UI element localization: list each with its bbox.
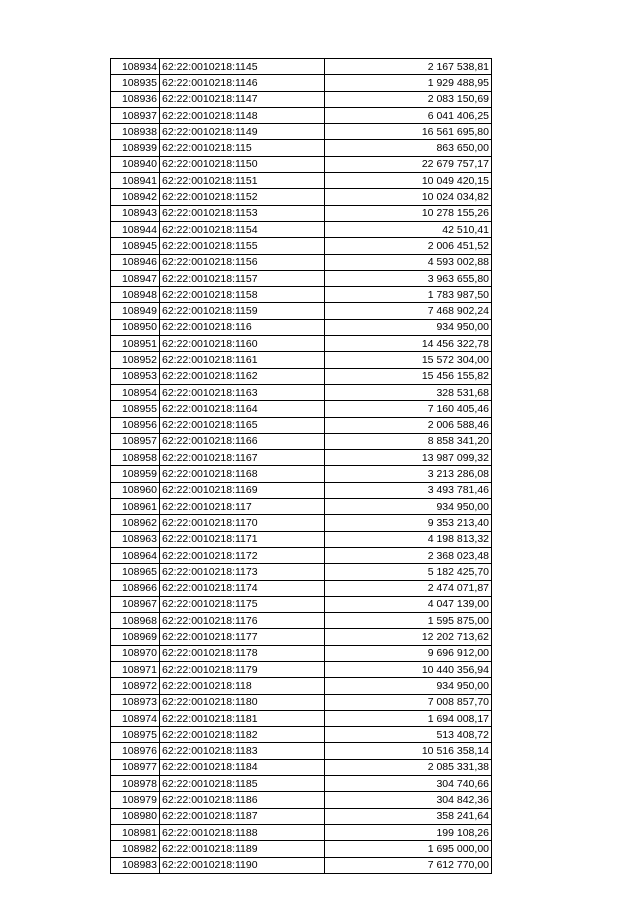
- cadastral-value-cell: 15 456 155,82: [325, 368, 492, 384]
- row-id-cell: 108972: [111, 678, 160, 694]
- cadastral-number-cell: 62:22:0010218:1162: [160, 368, 325, 384]
- row-id-cell: 108957: [111, 433, 160, 449]
- cadastral-value-cell: 863 650,00: [325, 140, 492, 156]
- row-id-cell: 108952: [111, 352, 160, 368]
- cadastral-value-cell: 14 456 322,78: [325, 336, 492, 352]
- cadastral-number-cell: 62:22:0010218:118: [160, 678, 325, 694]
- cadastral-number-cell: 62:22:0010218:1164: [160, 401, 325, 417]
- cadastral-value-cell: 2 167 538,81: [325, 59, 492, 75]
- row-id-cell: 108938: [111, 124, 160, 140]
- table-row: [111, 238, 492, 254]
- table-row: [111, 531, 492, 547]
- row-id-cell: 108934: [111, 59, 160, 75]
- row-id-cell: 108942: [111, 189, 160, 205]
- table-row: [111, 596, 492, 612]
- row-id-cell: 108960: [111, 482, 160, 498]
- table-row: [111, 450, 492, 466]
- table-row: [111, 433, 492, 449]
- cadastral-number-cell: 62:22:0010218:1171: [160, 531, 325, 547]
- cadastral-value-cell: 358 241,64: [325, 808, 492, 824]
- cadastral-value-cell: 7 160 405,46: [325, 401, 492, 417]
- row-id-cell: 108968: [111, 613, 160, 629]
- cadastral-number-cell: 62:22:0010218:1178: [160, 645, 325, 661]
- cadastral-value-cell: 199 108,26: [325, 824, 492, 840]
- row-id-cell: 108959: [111, 466, 160, 482]
- table-row: [111, 384, 492, 400]
- table-row: [111, 466, 492, 482]
- cadastral-value-cell: 1 694 008,17: [325, 710, 492, 726]
- table-row: [111, 515, 492, 531]
- cadastral-number-cell: 62:22:0010218:1183: [160, 743, 325, 759]
- cadastral-number-cell: 62:22:0010218:1155: [160, 238, 325, 254]
- row-id-cell: 108977: [111, 759, 160, 775]
- cadastral-number-cell: 62:22:0010218:1181: [160, 710, 325, 726]
- row-id-cell: 108970: [111, 645, 160, 661]
- row-id-cell: 108963: [111, 531, 160, 547]
- table-row: [111, 156, 492, 172]
- cadastral-value-cell: 9 353 213,40: [325, 515, 492, 531]
- row-id-cell: 108948: [111, 287, 160, 303]
- row-id-cell: 108969: [111, 629, 160, 645]
- row-id-cell: 108953: [111, 368, 160, 384]
- row-id-cell: 108983: [111, 857, 160, 873]
- table-row: [111, 368, 492, 384]
- table-row: [111, 613, 492, 629]
- row-id-cell: 108973: [111, 694, 160, 710]
- table-row: [111, 776, 492, 792]
- cadastral-number-cell: 62:22:0010218:1173: [160, 564, 325, 580]
- table-row: [111, 173, 492, 189]
- cadastral-number-cell: 62:22:0010218:1176: [160, 613, 325, 629]
- cadastral-number-cell: 62:22:0010218:1165: [160, 417, 325, 433]
- row-id-cell: 108975: [111, 727, 160, 743]
- row-id-cell: 108976: [111, 743, 160, 759]
- row-id-cell: 108939: [111, 140, 160, 156]
- table-row: [111, 547, 492, 563]
- row-id-cell: 108944: [111, 221, 160, 237]
- table-row: [111, 270, 492, 286]
- cadastral-value-cell: 10 516 358,14: [325, 743, 492, 759]
- row-id-cell: 108940: [111, 156, 160, 172]
- row-id-cell: 108979: [111, 792, 160, 808]
- cadastral-value-cell: 5 182 425,70: [325, 564, 492, 580]
- table-row: [111, 759, 492, 775]
- cadastral-value-cell: 3 493 781,46: [325, 482, 492, 498]
- table-row: [111, 564, 492, 580]
- table-row: [111, 417, 492, 433]
- cadastral-number-cell: 62:22:0010218:1150: [160, 156, 325, 172]
- cadastral-number-cell: 62:22:0010218:1147: [160, 91, 325, 107]
- cadastral-number-cell: 62:22:0010218:1180: [160, 694, 325, 710]
- cadastral-value-cell: 15 572 304,00: [325, 352, 492, 368]
- cadastral-value-cell: 1 595 875,00: [325, 613, 492, 629]
- cadastral-number-cell: 62:22:0010218:1156: [160, 254, 325, 270]
- table-row: [111, 189, 492, 205]
- row-id-cell: 108965: [111, 564, 160, 580]
- cadastral-number-cell: 62:22:0010218:1186: [160, 792, 325, 808]
- cadastral-number-cell: 62:22:0010218:1168: [160, 466, 325, 482]
- table-row: [111, 319, 492, 335]
- cadastral-value-cell: 9 696 912,00: [325, 645, 492, 661]
- cadastral-value-cell: 10 049 420,15: [325, 173, 492, 189]
- row-id-cell: 108981: [111, 824, 160, 840]
- cadastral-number-cell: 62:22:0010218:1157: [160, 270, 325, 286]
- row-id-cell: 108936: [111, 91, 160, 107]
- table-row: [111, 221, 492, 237]
- cadastral-value-cell: 2 083 150,69: [325, 91, 492, 107]
- cadastral-value-cell: 1 783 987,50: [325, 287, 492, 303]
- table-row: [111, 678, 492, 694]
- row-id-cell: 108980: [111, 808, 160, 824]
- cadastral-value-cell: 10 024 034,82: [325, 189, 492, 205]
- cadastral-number-cell: 62:22:0010218:1158: [160, 287, 325, 303]
- cadastral-value-cell: 3 963 655,80: [325, 270, 492, 286]
- table-row: [111, 661, 492, 677]
- row-id-cell: 108941: [111, 173, 160, 189]
- cadastral-number-cell: 62:22:0010218:1167: [160, 450, 325, 466]
- cadastral-number-cell: 62:22:0010218:1187: [160, 808, 325, 824]
- cadastral-value-cell: 2 368 023,48: [325, 547, 492, 563]
- table-row: [111, 694, 492, 710]
- cadastral-value-cell: 7 468 902,24: [325, 303, 492, 319]
- cadastral-number-cell: 62:22:0010218:116: [160, 319, 325, 335]
- cadastral-number-cell: 62:22:0010218:1166: [160, 433, 325, 449]
- cadastral-number-cell: 62:22:0010218:1185: [160, 776, 325, 792]
- table-row: [111, 303, 492, 319]
- cadastral-number-cell: 62:22:0010218:1161: [160, 352, 325, 368]
- row-id-cell: 108949: [111, 303, 160, 319]
- cadastral-value-cell: 4 593 002,88: [325, 254, 492, 270]
- table-row: [111, 287, 492, 303]
- cadastral-value-cell: 10 278 155,26: [325, 205, 492, 221]
- cadastral-value-cell: 7 612 770,00: [325, 857, 492, 873]
- table-row: [111, 59, 492, 75]
- row-id-cell: 108966: [111, 580, 160, 596]
- cadastral-number-cell: 62:22:0010218:1179: [160, 661, 325, 677]
- cadastral-number-cell: 62:22:0010218:115: [160, 140, 325, 156]
- row-id-cell: 108962: [111, 515, 160, 531]
- cadastral-value-cell: 2 474 071,87: [325, 580, 492, 596]
- cadastral-number-cell: 62:22:0010218:1160: [160, 336, 325, 352]
- row-id-cell: 108964: [111, 547, 160, 563]
- cadastral-number-cell: 62:22:0010218:1159: [160, 303, 325, 319]
- cadastral-value-cell: 12 202 713,62: [325, 629, 492, 645]
- table-row: [111, 205, 492, 221]
- table-row: [111, 792, 492, 808]
- row-id-cell: 108978: [111, 776, 160, 792]
- table-row: [111, 710, 492, 726]
- cadastral-value-cell: 934 950,00: [325, 319, 492, 335]
- cadastral-value-cell: 513 408,72: [325, 727, 492, 743]
- cadastral-value-cell: 934 950,00: [325, 499, 492, 515]
- table-row: [111, 482, 492, 498]
- cadastral-number-cell: 62:22:0010218:1146: [160, 75, 325, 91]
- cadastral-value-cell: 10 440 356,94: [325, 661, 492, 677]
- row-id-cell: 108951: [111, 336, 160, 352]
- row-id-cell: 108947: [111, 270, 160, 286]
- table-row: [111, 336, 492, 352]
- cadastral-number-cell: 62:22:0010218:1170: [160, 515, 325, 531]
- cadastral-number-cell: 62:22:0010218:1172: [160, 547, 325, 563]
- cadastral-number-cell: 62:22:0010218:1189: [160, 841, 325, 857]
- cadastral-number-cell: 62:22:0010218:1184: [160, 759, 325, 775]
- cadastral-number-cell: 62:22:0010218:117: [160, 499, 325, 515]
- table-row: [111, 75, 492, 91]
- row-id-cell: 108958: [111, 450, 160, 466]
- row-id-cell: 108967: [111, 596, 160, 612]
- cadastral-value-cell: 42 510,41: [325, 221, 492, 237]
- table-row: [111, 140, 492, 156]
- row-id-cell: 108937: [111, 107, 160, 123]
- cadastral-number-cell: 62:22:0010218:1174: [160, 580, 325, 596]
- table-row: [111, 352, 492, 368]
- row-id-cell: 108945: [111, 238, 160, 254]
- cadastral-number-cell: 62:22:0010218:1145: [160, 59, 325, 75]
- cadastral-value-cell: 7 008 857,70: [325, 694, 492, 710]
- cadastral-value-cell: 2 085 331,38: [325, 759, 492, 775]
- cadastral-value-cell: 8 858 341,20: [325, 433, 492, 449]
- cadastral-value-table: [110, 58, 492, 874]
- row-id-cell: 108971: [111, 661, 160, 677]
- table-row: [111, 824, 492, 840]
- row-id-cell: 108946: [111, 254, 160, 270]
- cadastral-value-cell: 6 041 406,25: [325, 107, 492, 123]
- cadastral-number-cell: 62:22:0010218:1190: [160, 857, 325, 873]
- cadastral-value-cell: 328 531,68: [325, 384, 492, 400]
- row-id-cell: 108955: [111, 401, 160, 417]
- cadastral-value-cell: 934 950,00: [325, 678, 492, 694]
- row-id-cell: 108935: [111, 75, 160, 91]
- table-row: [111, 808, 492, 824]
- row-id-cell: 108954: [111, 384, 160, 400]
- cadastral-value-cell: 304 740,66: [325, 776, 492, 792]
- cadastral-number-cell: 62:22:0010218:1153: [160, 205, 325, 221]
- table-row: [111, 727, 492, 743]
- row-id-cell: 108956: [111, 417, 160, 433]
- cadastral-number-cell: 62:22:0010218:1177: [160, 629, 325, 645]
- cadastral-value-cell: 2 006 588,46: [325, 417, 492, 433]
- table-row: [111, 580, 492, 596]
- table-row: [111, 124, 492, 140]
- cadastral-number-cell: 62:22:0010218:1151: [160, 173, 325, 189]
- row-id-cell: 108943: [111, 205, 160, 221]
- cadastral-number-cell: 62:22:0010218:1163: [160, 384, 325, 400]
- table-body: [111, 59, 492, 874]
- table-row: [111, 91, 492, 107]
- cadastral-number-cell: 62:22:0010218:1152: [160, 189, 325, 205]
- table-row: [111, 645, 492, 661]
- table-row: [111, 499, 492, 515]
- table-row: [111, 254, 492, 270]
- cadastral-number-cell: 62:22:0010218:1149: [160, 124, 325, 140]
- cadastral-number-cell: 62:22:0010218:1188: [160, 824, 325, 840]
- cadastral-value-cell: 4 047 139,00: [325, 596, 492, 612]
- cadastral-value-cell: 4 198 813,32: [325, 531, 492, 547]
- table-row: [111, 743, 492, 759]
- cadastral-value-cell: 304 842,36: [325, 792, 492, 808]
- cadastral-value-cell: 2 006 451,52: [325, 238, 492, 254]
- table-row: [111, 857, 492, 873]
- table-row: [111, 841, 492, 857]
- row-id-cell: 108974: [111, 710, 160, 726]
- cadastral-value-cell: 13 987 099,32: [325, 450, 492, 466]
- cadastral-number-cell: 62:22:0010218:1169: [160, 482, 325, 498]
- table-row: [111, 401, 492, 417]
- cadastral-value-cell: 1 929 488,95: [325, 75, 492, 91]
- cadastral-value-cell: 22 679 757,17: [325, 156, 492, 172]
- cadastral-number-cell: 62:22:0010218:1182: [160, 727, 325, 743]
- row-id-cell: 108950: [111, 319, 160, 335]
- table-row: [111, 629, 492, 645]
- row-id-cell: 108961: [111, 499, 160, 515]
- cadastral-value-cell: 1 695 000,00: [325, 841, 492, 857]
- row-id-cell: 108982: [111, 841, 160, 857]
- cadastral-number-cell: 62:22:0010218:1148: [160, 107, 325, 123]
- cadastral-number-cell: 62:22:0010218:1175: [160, 596, 325, 612]
- cadastral-value-cell: 16 561 695,80: [325, 124, 492, 140]
- cadastral-value-cell: 3 213 286,08: [325, 466, 492, 482]
- cadastral-number-cell: 62:22:0010218:1154: [160, 221, 325, 237]
- table-row: [111, 107, 492, 123]
